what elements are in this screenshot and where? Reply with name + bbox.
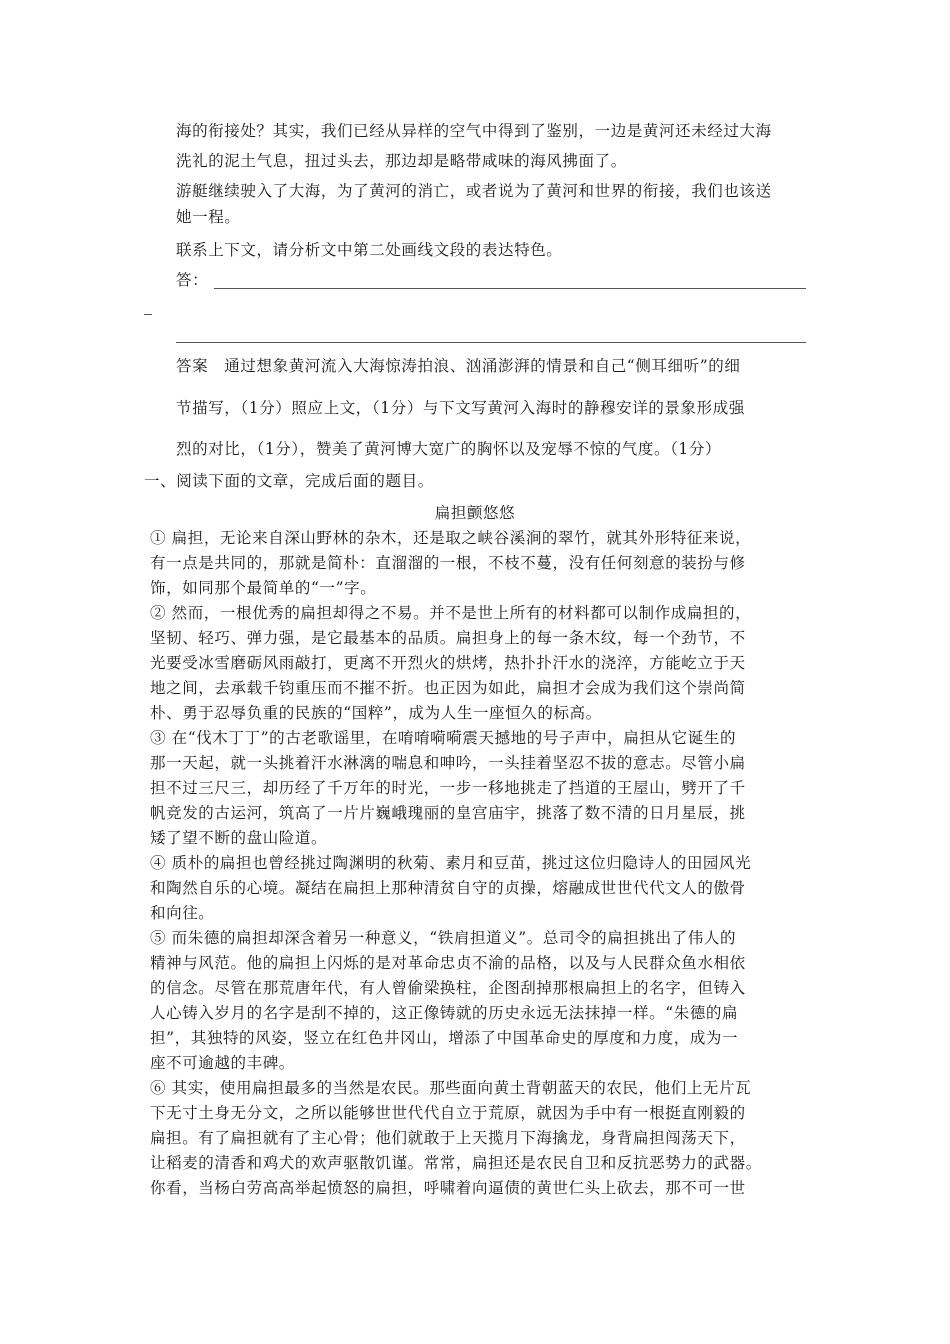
article-line: 光要受冰雪磨砺风雨敲打，更离不开烈火的烘烤，热扑扑汗水的浇淬，方能屹立于天	[150, 654, 746, 672]
answer-continuation-dash	[144, 314, 152, 315]
answer-blank-line	[214, 288, 806, 289]
article-line: 和陶然自乐的心境。凝结在扁担上那种清贫自守的贞操，熔融成世世代代文人的傲骨	[150, 879, 746, 897]
article-line: 担”，其独特的风姿，竖立在红色井冈山，增添了中国革命史的厚度和力度，成为一	[150, 1029, 739, 1047]
article-line: 坚韧、轻巧、弹力强，是它最基本的品质。扁担身上的每一条木纹，每一个劲节，不	[150, 629, 746, 647]
article-line: 座不可逾越的丰碑。	[150, 1054, 295, 1072]
article-line: 你看，当杨白劳高高举起愤怒的扁担，呼啸着向逼债的黄世仁头上砍去，那不可一世	[150, 1179, 746, 1197]
article-line: 担不过三尺三，却历经了千万年的时光，一步一移地挑走了挡道的王屋山，劈开了千	[150, 779, 746, 797]
answer-prompt: 答：	[176, 271, 209, 289]
article-line: 人心铸入岁月的名字是刮不掉的，这正像铸就的历史永远无法抹掉一样。“朱德的扁	[150, 1004, 739, 1022]
article-title: 扁担颤悠悠	[434, 504, 516, 522]
article-line: 让稻麦的清香和鸡犬的欢声驱散饥谨。常常，扁担还是农民自卫和反抗恶势力的武器。	[150, 1154, 762, 1172]
question-text: 联系上下文，请分析文中第二处画线文段的表达特色。	[176, 241, 563, 259]
article-line: 地之间，去承载千钧重压而不摧不折。也正因为如此，扁担才会成为我们这个崇尚简	[150, 679, 746, 697]
article-line: ⑤ 而朱德的扁担却深含着另一种意义，“铁肩担道义”。总司令的扁担挑出了伟人的	[150, 929, 737, 947]
article-line: ① 扁担，无论来自深山野林的杂木，还是取之峡谷溪涧的翠竹，就其外形特征来说，	[150, 529, 752, 547]
passage-line: 她一程。	[176, 208, 241, 226]
article-line: 矮了望不断的盘山险道。	[150, 829, 328, 847]
article-line: ③ 在“伐木丁丁”的古老歌谣里，在唷唷嗬嗬震天撼地的号子声中，扁担从它诞生的	[150, 729, 737, 747]
article-line: 精神与风范。他的扁担上闪烁的是对革命忠贞不渝的品格，以及与人民群众鱼水相依	[150, 954, 746, 972]
article-line: 下无寸土身无分文，之所以能够世世代代自立于荒原，就因为手中有一根挺直刚毅的	[150, 1104, 746, 1122]
article-line: ⑥ 其实，使用扁担最多的当然是农民。那些面向黄土背朝蓝天的农民，他们上无片瓦	[150, 1079, 752, 1097]
article-line: ④ 质朴的扁担也曾经挑过陶渊明的秋菊、素月和豆苗，挑过这位归隐诗人的田园风光	[150, 854, 752, 872]
article-line: 和向往。	[150, 904, 215, 922]
article-line: 帆竞发的古运河，筑高了一片片巍峨瑰丽的皇宫庙宇，挑落了数不清的日月星辰，挑	[150, 804, 746, 822]
article-line: 扁担。有了扁担就有了主心骨；他们就敢于上天揽月下海擒龙，身背扁担闯荡天下，	[150, 1129, 746, 1147]
answer-blank-line	[176, 342, 806, 343]
passage-line: 游艇继续驶入了大海，为了黄河的消亡，或者说为了黄河和世界的衔接，我们也该送	[176, 182, 772, 200]
passage-line: 洗礼的泥土气息，扭过头去，那边却是略带咸味的海风拂面了。	[176, 152, 627, 170]
passage-line: 海的衔接处？其实，我们已经从异样的空气中得到了鉴别，一边是黄河还未经过大海	[176, 122, 772, 140]
answer-key-line: 节描写，（1分）照应上文，（1分）与下文写黄河入海时的静穆安详的景象形成强	[176, 399, 745, 417]
answer-key-line: 烈的对比，（1分），赞美了黄河博大宽广的胸怀以及宠辱不惊的气度。（1分）	[176, 440, 722, 458]
article-line: 饰，如同那个最简单的“一”字。	[150, 579, 377, 597]
article-line: ② 然而，一根优秀的扁担却得之不易。并不是世上所有的材料都可以制作成扁担的，	[150, 604, 752, 622]
section-heading: 一、阅读下面的文章，完成后面的题目。	[144, 472, 434, 490]
article-line: 朴、勇于忍辱负重的民族的“国粹”，成为人生一座恒久的标高。	[150, 704, 602, 722]
article-line: 的信念。尽管在那荒唐年代，有人曾偷梁换柱，企图刮掉那根扁担上的名字，但铸入	[150, 979, 746, 997]
answer-key-line: 答案 通过想象黄河流入大海惊涛拍浪、汹涌澎湃的情景和自己“侧耳细听”的细	[176, 357, 741, 375]
article-line: 那一天起，就一头挑着汗水淋漓的喘息和呻吟，一头挂着坚忍不拔的意志。尽管小扁	[150, 754, 746, 772]
article-line: 有一点是共同的，那就是简朴：直溜溜的一根，不枝不蔓，没有任何刻意的装扮与修	[150, 554, 746, 572]
